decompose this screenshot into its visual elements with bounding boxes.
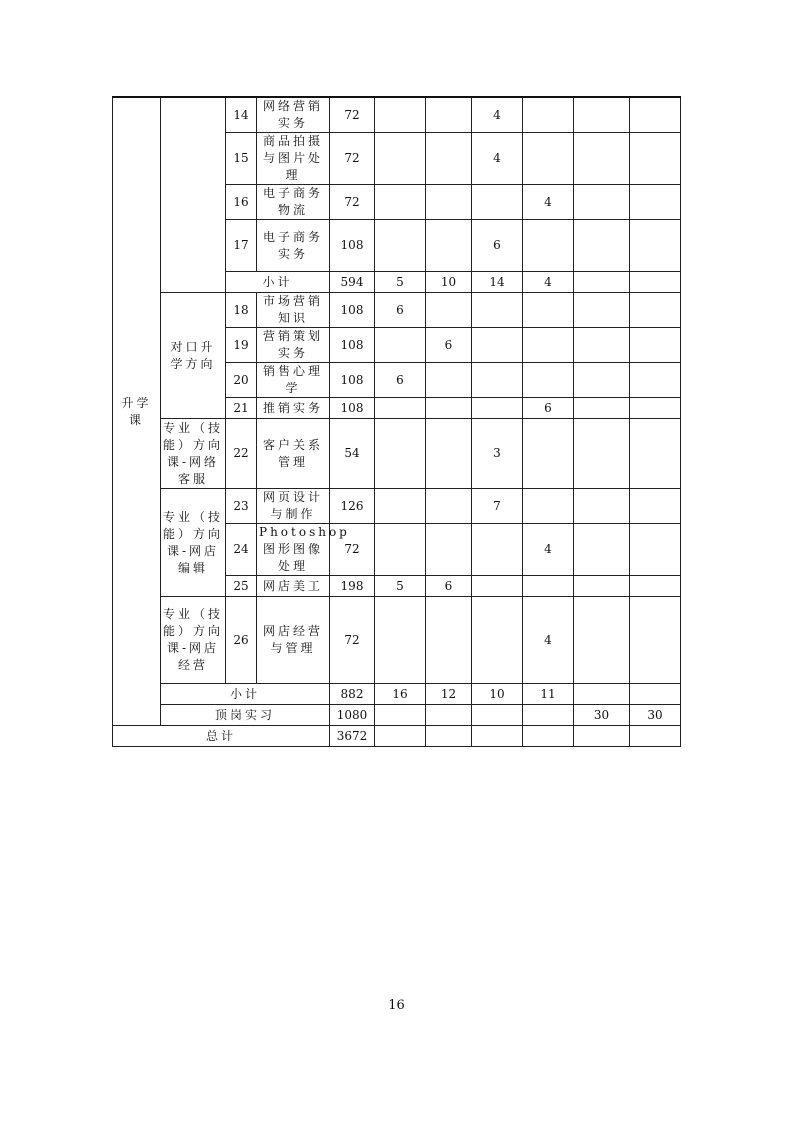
- semester-6-cell: [630, 684, 681, 705]
- semester-5-cell: [574, 133, 630, 185]
- semester-4-cell: 4: [523, 272, 574, 293]
- table-row: [113, 726, 681, 747]
- semester-3-cell: [472, 524, 523, 576]
- semester-4-cell: [523, 328, 574, 363]
- semester-5-cell: [574, 726, 630, 747]
- semester-3-cell: 6: [472, 220, 523, 272]
- semester-6-cell: [630, 97, 681, 133]
- semester-3-cell: [472, 328, 523, 363]
- semester-4-cell: [523, 576, 574, 597]
- course-number-cell: 17: [226, 220, 257, 272]
- semester-6-cell: [630, 597, 681, 684]
- hours-cell: 108: [330, 398, 375, 419]
- semester-5-cell: [574, 684, 630, 705]
- semester-3-cell: [472, 726, 523, 747]
- semester-4-cell: [523, 705, 574, 726]
- semester-2-cell: [426, 133, 472, 185]
- course-name-cell: 商品拍摄 与图片处 理: [257, 133, 330, 185]
- page-number: 16: [388, 998, 405, 1013]
- hours-cell: 72: [330, 524, 375, 576]
- semester-1-cell: [375, 597, 426, 684]
- semester-4-cell: [523, 419, 574, 489]
- group-kefu-cell: 专业（技 能）方向 课-网络 客服: [161, 419, 226, 489]
- semester-2-cell: [426, 185, 472, 220]
- semester-2-cell: [426, 419, 472, 489]
- semester-3-cell: [472, 398, 523, 419]
- semester-6-cell: [630, 363, 681, 398]
- hours-cell: 108: [330, 363, 375, 398]
- course-name-cell: 销售心理 学: [257, 363, 330, 398]
- semester-4-cell: [523, 220, 574, 272]
- semester-4-cell: 11: [523, 684, 574, 705]
- course-name-cell: 网页设计 与制作: [257, 489, 330, 524]
- internship-label-cell: 顶岗实习: [161, 705, 330, 726]
- table-row: [113, 684, 681, 705]
- group-jingying-cell: 专业（技 能）方向 课-网店 经营: [161, 597, 226, 684]
- semester-3-cell: 4: [472, 133, 523, 185]
- table-row: [113, 419, 681, 489]
- semester-5-cell: [574, 293, 630, 328]
- semester-1-cell: 16: [375, 684, 426, 705]
- semester-4-cell: [523, 363, 574, 398]
- course-number-cell: 19: [226, 328, 257, 363]
- table-row: [113, 705, 681, 726]
- semester-3-cell: 10: [472, 684, 523, 705]
- course-name-cell: Photoshop 图形图像 处理: [257, 524, 330, 576]
- hours-cell: 3672: [330, 726, 375, 747]
- course-name-cell: 电子商务 实务: [257, 220, 330, 272]
- course-number-cell: 21: [226, 398, 257, 419]
- semester-2-cell: [426, 293, 472, 328]
- semester-3-cell: [472, 576, 523, 597]
- semester-1-cell: 5: [375, 576, 426, 597]
- semester-2-cell: [426, 597, 472, 684]
- semester-6-cell: [630, 726, 681, 747]
- semester-5-cell: [574, 419, 630, 489]
- subtotal-label-cell: 小计: [161, 684, 330, 705]
- semester-6-cell: [630, 185, 681, 220]
- course-name-cell: 网店美工: [257, 576, 330, 597]
- course-number-cell: 26: [226, 597, 257, 684]
- semester-1-cell: [375, 133, 426, 185]
- hours-cell: 198: [330, 576, 375, 597]
- course-name-cell: 网络营销 实务: [257, 97, 330, 133]
- semester-4-cell: 4: [523, 524, 574, 576]
- semester-6-cell: [630, 293, 681, 328]
- semester-5-cell: [574, 576, 630, 597]
- semester-1-cell: [375, 419, 426, 489]
- table-row: [113, 597, 681, 684]
- course-number-cell: 14: [226, 97, 257, 133]
- hours-cell: 108: [330, 220, 375, 272]
- semester-4-cell: [523, 726, 574, 747]
- hours-cell: 108: [330, 293, 375, 328]
- semester-2-cell: 10: [426, 272, 472, 293]
- semester-6-cell: [630, 419, 681, 489]
- semester-2-cell: 6: [426, 328, 472, 363]
- semester-2-cell: [426, 726, 472, 747]
- hours-cell: 594: [330, 272, 375, 293]
- semester-2-cell: [426, 705, 472, 726]
- course-name-cell: 客户关系 管理: [257, 419, 330, 489]
- semester-1-cell: [375, 726, 426, 747]
- semester-1-cell: 6: [375, 363, 426, 398]
- semester-1-cell: [375, 185, 426, 220]
- semester-5-cell: [574, 328, 630, 363]
- semester-1-cell: [375, 524, 426, 576]
- subtotal-label-cell: 小计: [226, 272, 330, 293]
- table-row: [113, 489, 681, 524]
- hours-cell: 72: [330, 133, 375, 185]
- semester-1-cell: [375, 705, 426, 726]
- semester-4-cell: [523, 133, 574, 185]
- course-number-cell: 25: [226, 576, 257, 597]
- table-row: [113, 97, 681, 133]
- semester-2-cell: [426, 363, 472, 398]
- semester-1-cell: [375, 398, 426, 419]
- semester-3-cell: 14: [472, 272, 523, 293]
- semester-3-cell: [472, 597, 523, 684]
- course-name-cell: 网店经营 与管理: [257, 597, 330, 684]
- semester-3-cell: 4: [472, 97, 523, 133]
- hours-cell: 72: [330, 185, 375, 220]
- curriculum-table: [112, 96, 681, 747]
- course-name-cell: 营销策划 实务: [257, 328, 330, 363]
- hours-cell: 72: [330, 597, 375, 684]
- semester-5-cell: [574, 220, 630, 272]
- semester-3-cell: [472, 185, 523, 220]
- semester-2-cell: [426, 398, 472, 419]
- semester-5-cell: [574, 489, 630, 524]
- group-duikou-cell: 对口升 学方向: [161, 293, 226, 419]
- empty-group-cell: [161, 97, 226, 293]
- semester-5-cell: [574, 363, 630, 398]
- semester-6-cell: [630, 524, 681, 576]
- semester-5-cell: [574, 97, 630, 133]
- semester-6-cell: [630, 489, 681, 524]
- semester-1-cell: [375, 97, 426, 133]
- category-label-cell: 升学 课: [113, 97, 161, 726]
- course-name-cell: 电子商务 物流: [257, 185, 330, 220]
- semester-6-cell: 30: [630, 705, 681, 726]
- semester-5-cell: [574, 272, 630, 293]
- semester-1-cell: [375, 489, 426, 524]
- hours-cell: 126: [330, 489, 375, 524]
- hours-cell: 54: [330, 419, 375, 489]
- semester-6-cell: [630, 576, 681, 597]
- semester-6-cell: [630, 398, 681, 419]
- semester-1-cell: 6: [375, 293, 426, 328]
- semester-5-cell: [574, 597, 630, 684]
- total-label-cell: 总计: [113, 726, 330, 747]
- hours-cell: 72: [330, 97, 375, 133]
- semester-3-cell: [472, 705, 523, 726]
- semester-4-cell: [523, 97, 574, 133]
- course-name-cell: 市场营销 知识: [257, 293, 330, 328]
- semester-5-cell: [574, 185, 630, 220]
- hours-cell: 108: [330, 328, 375, 363]
- semester-2-cell: 6: [426, 576, 472, 597]
- semester-5-cell: [574, 524, 630, 576]
- semester-3-cell: 7: [472, 489, 523, 524]
- semester-2-cell: 12: [426, 684, 472, 705]
- semester-1-cell: [375, 328, 426, 363]
- semester-6-cell: [630, 328, 681, 363]
- course-number-cell: 22: [226, 419, 257, 489]
- semester-4-cell: 6: [523, 398, 574, 419]
- hours-cell: 1080: [330, 705, 375, 726]
- course-name-cell: 推销实务: [257, 398, 330, 419]
- course-number-cell: 18: [226, 293, 257, 328]
- group-bianji-cell: 专业（技 能）方向 课-网店 编辑: [161, 489, 226, 597]
- semester-3-cell: [472, 363, 523, 398]
- semester-5-cell: 30: [574, 705, 630, 726]
- semester-4-cell: [523, 489, 574, 524]
- semester-6-cell: [630, 133, 681, 185]
- semester-4-cell: 4: [523, 185, 574, 220]
- semester-6-cell: [630, 272, 681, 293]
- semester-2-cell: [426, 97, 472, 133]
- course-number-cell: 20: [226, 363, 257, 398]
- course-number-cell: 23: [226, 489, 257, 524]
- semester-1-cell: 5: [375, 272, 426, 293]
- semester-4-cell: [523, 293, 574, 328]
- semester-3-cell: 3: [472, 419, 523, 489]
- course-number-cell: 24: [226, 524, 257, 576]
- hours-cell: 882: [330, 684, 375, 705]
- semester-6-cell: [630, 220, 681, 272]
- semester-2-cell: [426, 489, 472, 524]
- semester-2-cell: [426, 524, 472, 576]
- semester-3-cell: [472, 293, 523, 328]
- semester-5-cell: [574, 398, 630, 419]
- semester-2-cell: [426, 220, 472, 272]
- semester-4-cell: 4: [523, 597, 574, 684]
- semester-1-cell: [375, 220, 426, 272]
- table-row: [113, 293, 681, 328]
- course-number-cell: 16: [226, 185, 257, 220]
- course-number-cell: 15: [226, 133, 257, 185]
